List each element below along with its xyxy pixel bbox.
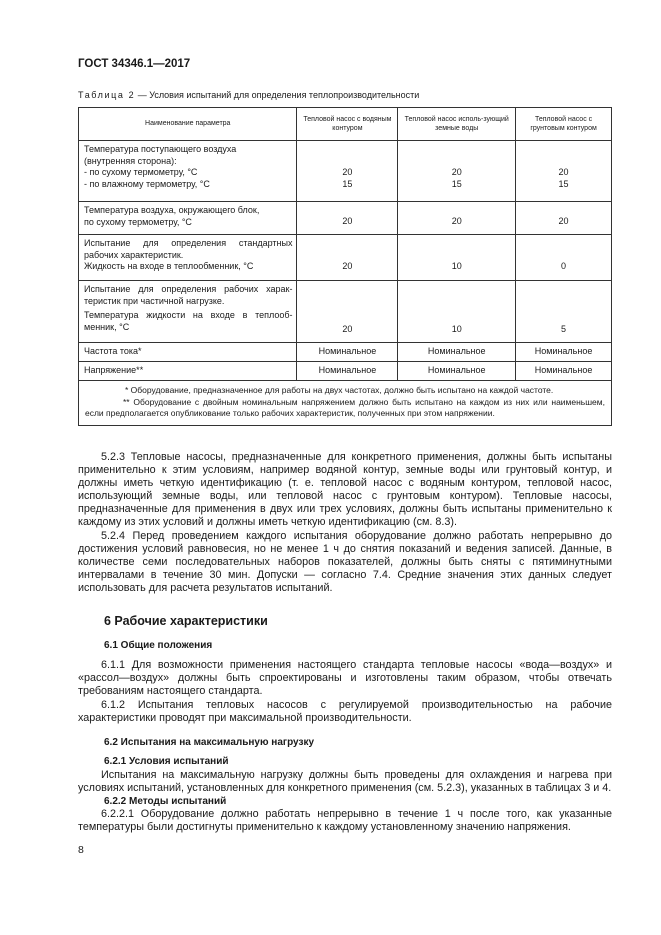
paragraph-6-1-2: 6.1.2 Испытания тепловых насосов с регулируемой производительностью на рабочие характеристики проводят при максимальной производительности. — [78, 699, 612, 724]
value-text: 15 — [451, 178, 462, 189]
param-cell — [79, 202, 297, 235]
param-line: менник, °С — [84, 321, 130, 332]
param-line: Температура жидкости на входе в теплооб- — [84, 310, 293, 320]
value-text: 10 — [451, 324, 462, 334]
header-water-loop: Тепловой насос с водяным контуром — [297, 108, 398, 141]
table-notes — [79, 381, 612, 426]
value-text: 20 — [558, 167, 569, 177]
value-cell — [297, 202, 398, 235]
section-heading-6-2-2: 6.2.2 Методы испытаний — [104, 796, 227, 807]
table-row — [79, 281, 612, 343]
value-text: 15 — [342, 178, 353, 189]
value-cell — [398, 362, 516, 381]
value-text: 0 — [561, 261, 567, 271]
value-cell — [398, 235, 516, 281]
header-parameter: Наименование параметра — [79, 108, 297, 141]
value-cell — [516, 141, 612, 202]
table-row — [79, 362, 612, 381]
param-line: по сухому термометру, °С — [84, 216, 192, 227]
value-text: Номинальное — [427, 346, 486, 356]
table-caption — [78, 90, 419, 100]
param-line: - по сухому термометру, °С — [84, 167, 198, 177]
header-ground-water: Тепловой насос исполь-зующий земные воды — [398, 108, 516, 141]
param-cell — [79, 141, 297, 202]
table-row — [79, 343, 612, 362]
table-header-row — [79, 108, 612, 141]
value-text: 20 — [342, 261, 353, 271]
value-cell — [398, 202, 516, 235]
section-heading-6-2: 6.2 Испытания на максимальную нагрузку — [104, 737, 315, 748]
table-caption-lead: Таблица 2 — [78, 90, 136, 100]
param-line: теристик при частичной нагрузке. — [84, 295, 225, 306]
param-line: Жидкость на входе в теплообменник, °С — [84, 261, 254, 271]
table-note: ** Оборудование с двойным номинальным напряжением должно быть испытано на каждом из них или наименьшем, если предполагается опубликование только рабочих характеристик, полученных при этом напряжении. — [85, 396, 605, 419]
param-line: Температура воздуха, окружающего блок, — [84, 205, 260, 215]
value-text: 15 — [558, 178, 569, 189]
value-cell — [297, 281, 398, 343]
value-text: 20 — [451, 167, 462, 177]
table-row — [79, 202, 612, 235]
param-line: Испытание для определения рабочих харак- — [84, 284, 293, 294]
value-cell — [398, 281, 516, 343]
value-cell — [297, 235, 398, 281]
param-line: Температура поступающего воздуха — [84, 144, 237, 154]
value-cell — [516, 362, 612, 381]
table-row — [79, 141, 612, 202]
value-cell — [297, 141, 398, 202]
value-cell — [516, 343, 612, 362]
param-line: Частота тока* — [84, 346, 142, 356]
value-cell — [516, 281, 612, 343]
value-text: 20 — [558, 216, 569, 226]
section-heading-6-1: 6.1 Общие положения — [104, 640, 213, 651]
value-text: Номинальное — [427, 365, 486, 375]
page-number: 8 — [78, 844, 84, 856]
table-notes-row — [79, 381, 612, 426]
param-line: Напряжение** — [84, 365, 144, 375]
table-row — [79, 235, 612, 281]
value-text: 20 — [451, 216, 462, 226]
paragraph-6-2-1: Испытания на максимальную нагрузку должны быть проведены для охлаждения и нагрева при условиях испытаний, установленных для конкретного применения (см. 5.2.3), указанных в таблицах 3 и 4. — [78, 769, 612, 794]
paragraph-5-2-4: 5.2.4 Перед проведением каждого испытания оборудование должно работать непрерывно до достижения условий равновесия, но не менее 1 ч до снятия показаний и ведения записей. Данные, в количестве семи последовательных наборов показателей, должны быть сняты с пятиминутными интервалами в течение 30 мин. Допуски — согласно 7.4. Средние значения этих данных следует использовать для расчета результатов испытаний. — [78, 530, 612, 594]
param-line: - по влажному термометру, °С — [84, 178, 210, 189]
param-cell — [79, 281, 297, 343]
value-text: 5 — [561, 324, 567, 334]
value-cell — [297, 343, 398, 362]
value-text: Номинальное — [534, 365, 593, 375]
param-line: (внутренняя сторона): — [84, 155, 177, 166]
value-text: Номинальное — [534, 346, 593, 356]
paragraph-5-2-3: 5.2.3 Тепловые насосы, предназначенные для конкретного применения, должны быть испытаны применительно к этим условиям, например водяной контур, земные воды или грунтовый контур, и должны иметь четкую идентификацию (т. е. тепловой насос с водяным контуром, тепловой насос, использующий земные воды, или тепловой насос с грунтовым контуром). Тепловые насосы, предназначенные для применения в двух или трех условиях, должны быть испытаны применительно к каждому из этих условий и должны иметь четкую идентификацию (см. 8.3). — [78, 451, 612, 528]
value-text: 20 — [342, 216, 353, 226]
section-heading-6-2-1: 6.2.1 Условия испытаний — [104, 756, 229, 767]
standard-id: ГОСТ 34346.1—2017 — [78, 58, 191, 70]
param-line: рабочих характеристик. — [84, 249, 184, 260]
section-heading-6: 6 Рабочие характеристики — [104, 614, 268, 628]
param-cell — [79, 343, 297, 362]
test-conditions-table — [78, 107, 612, 426]
header-ground-loop: Тепловой насос с грунтовым контуром — [516, 108, 612, 141]
value-text: Номинальное — [318, 365, 377, 375]
value-text: 10 — [451, 261, 462, 271]
table-note: * Оборудование, предназначенное для работы на двух частотах, должно быть испытано на каждой частоте. — [125, 385, 554, 395]
value-cell — [516, 202, 612, 235]
table-caption-title: — Условия испытаний для определения теплопроизводительности — [135, 90, 420, 100]
value-text: 20 — [342, 167, 353, 177]
value-text: 20 — [342, 324, 353, 334]
paragraph-6-1-1: 6.1.1 Для возможности применения настоящего стандарта тепловые насосы «вода—воздух» и «рассол—воздух» должны быть спроектированы и изготовлены таким образом, чтобы отвечать требованиям настоящего стандарта. — [78, 659, 612, 697]
value-cell — [297, 362, 398, 381]
param-cell — [79, 235, 297, 281]
param-line: Испытание для определения стандартных — [84, 238, 293, 248]
paragraph-6-2-2-1: 6.2.2.1 Оборудование должно работать непрерывно в течение 1 ч после того, как указанные температуры были достигнуты применительно к каждому установленному значению напряжения. — [78, 808, 612, 833]
value-text: Номинальное — [318, 346, 377, 356]
param-cell — [79, 362, 297, 381]
value-cell — [398, 141, 516, 202]
value-cell — [516, 235, 612, 281]
value-cell — [398, 343, 516, 362]
